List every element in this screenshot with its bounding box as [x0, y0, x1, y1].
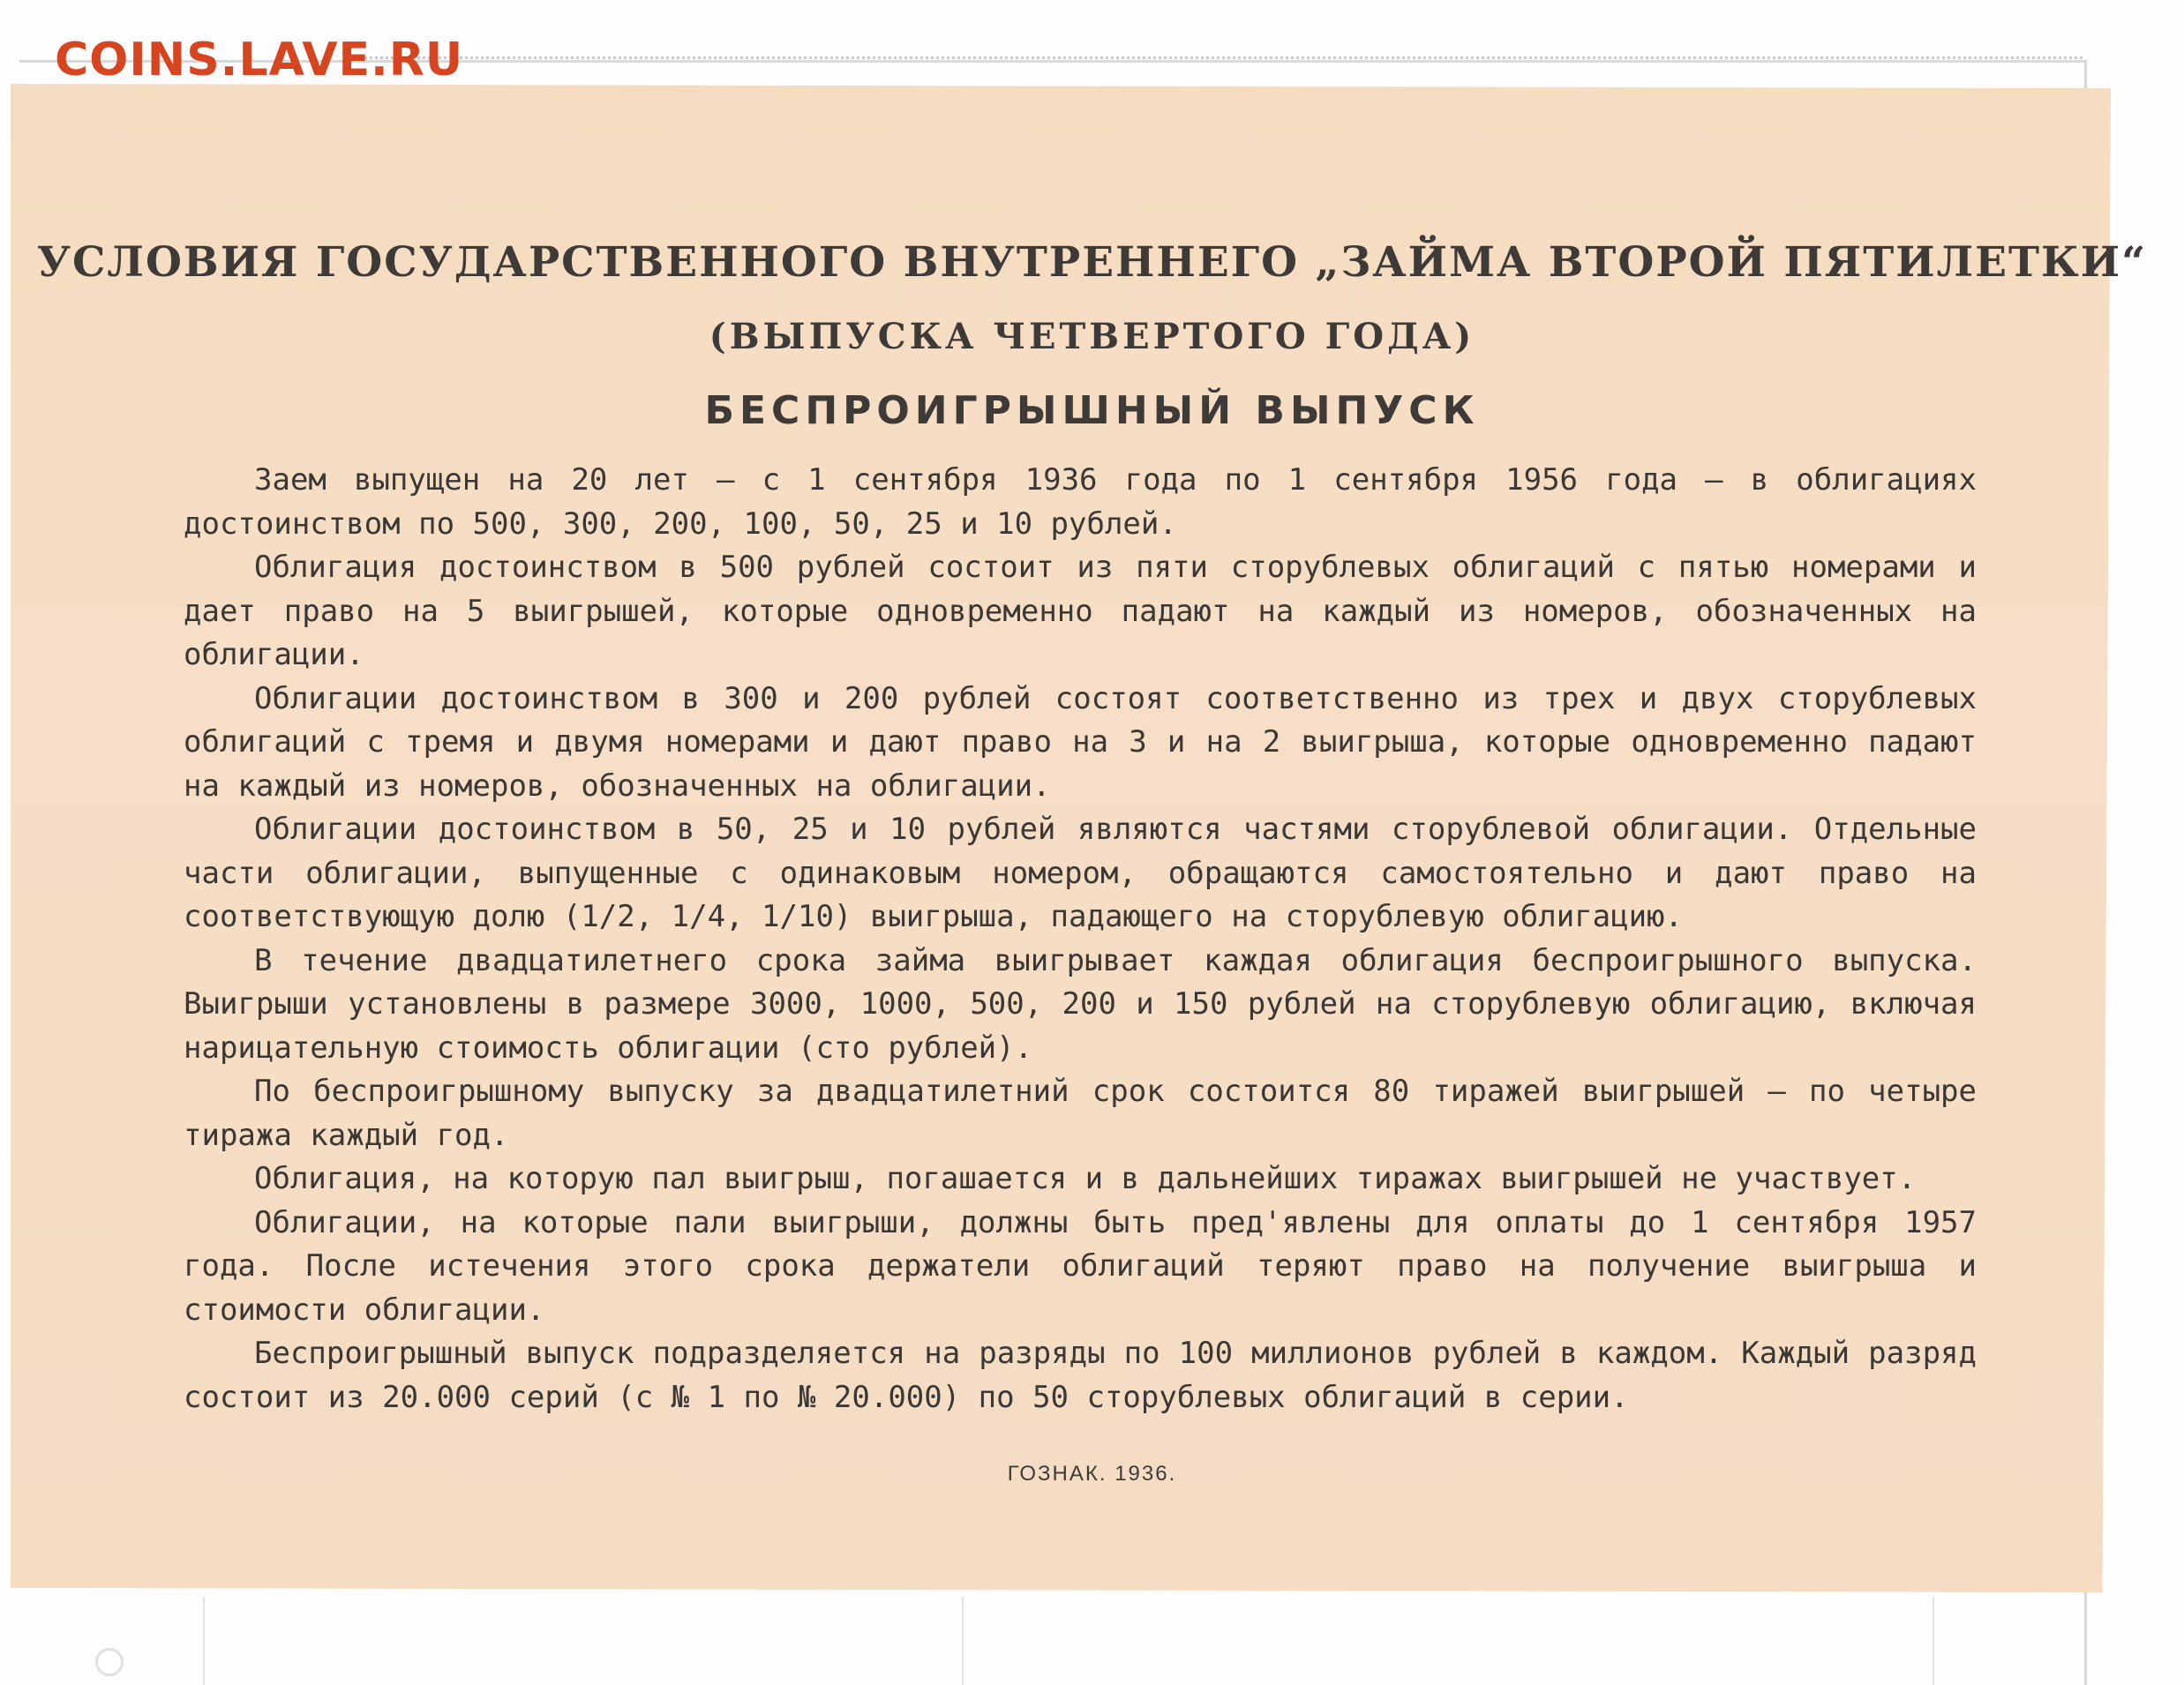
binder-hole — [95, 1648, 124, 1676]
paragraph-term: Заем выпущен на 20 лет — с 1 сентября 1936 года по 1 сентября 1956 года — в облигациях достоинством по 500, 300, 200, 100, 50, 25 и 10 рублей. — [184, 462, 1977, 542]
paragraph-series: Беспроигрышный выпуск подразделяется на разряды по 100 миллионов рублей в каждом. Каждый разряд состоит из 20.000 серий (с № 1 по № 20.000) по 50 сторублевых облигаций в серии. — [184, 1336, 1977, 1415]
paragraph-winnings: В течение двадцатилетнего срока займа выигрывает каждая облигация беспроигрышного выпуска. Выигрыши установлены в размере 3000, 1000, 500, 200 и 150 рублей на сторублевую облигацию, включая нарицательную стоимость облигации (сто рублей). — [184, 942, 1977, 1066]
paragraph-300-200-rubles: Облигации достоинством в 300 и 200 рублей состоят соответственно из трех и двух сторублевых облигаций с тремя и двумя номерами и дают право на 3 и на 2 выигрыша, которые одновременно падают на каждый из номеров, обозначенных на облигации. — [184, 680, 1977, 804]
paragraph-500-rubles: Облигация достоинством в 500 рублей состоит из пяти сторублевых облигаций с пятью номерами и дает право на 5 выигрышей, которые одновременно падают на каждый из номеров, обозначенных на облигации. — [184, 550, 1977, 672]
sleeve-divider — [1933, 1597, 1934, 1685]
paragraph-fractional-bonds: Облигации достоинством в 50, 25 и 10 рублей являются частями сторублевой облигации. Отдельные части облигации, выпущенные с одинаковым номером, обращаются самостоятельно и дают право на соответствующую долю (1/2, 1/4, 1/10) выигрыша, падающего на сторублевую облигацию. — [184, 812, 1977, 934]
document-subtitle: (ВЫПУСКА ЧЕТВЕРТОГО ГОДА) — [709, 316, 1475, 357]
document-title: УСЛОВИЯ ГОСУДАРСТВЕННОГО ВНУТРЕННЕГО „ЗАЙМА ВТОРОЙ ПЯТИЛЕТКИ“ — [36, 238, 2148, 287]
printer-imprint: ГОЗНАК. 1936. — [1007, 1462, 1177, 1486]
paragraph-payment-deadline: Облигации, на которые пали выигрыши, должны быть пред'явлены для оплаты до 1 сентября 1957 года. После истечения этого срока держатели облигаций теряют право на получение выигрыша и стоимости облигации. — [184, 1204, 1977, 1328]
conditions-text — [184, 459, 1977, 1419]
site-watermark: COINS.LAVE.RU — [55, 34, 464, 86]
sleeve-divider — [962, 1597, 964, 1685]
sleeve-divider — [203, 1597, 205, 1685]
paragraph-redemption: Облигация, на которую пал выигрыш, погашается и в дальнейших тиражах выигрышей не участвует. — [254, 1161, 1917, 1196]
paragraph-draws: По беспроигрышному выпуску за двадцатилетний срок состоится 80 тиражей выигрышей — по четыре тиража каждый год. — [184, 1074, 1977, 1153]
issue-type-heading: БЕСПРОИГРЫШНЫЙ ВЫПУСК — [704, 388, 1480, 433]
